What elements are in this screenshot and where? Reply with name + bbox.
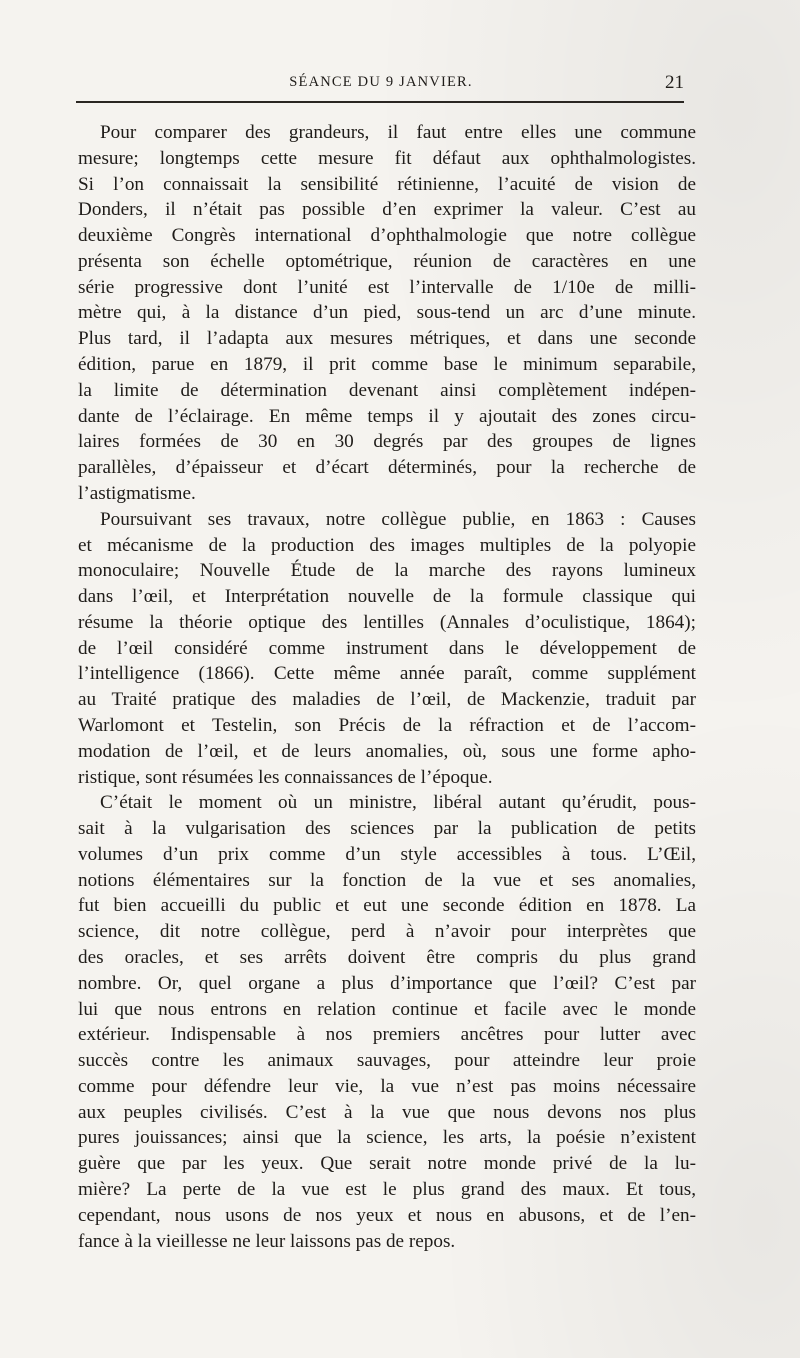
page-header [78,74,684,98]
text-line: de l’œil considéré comme instrument dans le développement de [78,637,696,659]
text-line: sait à la vulgarisation des sciences par la publication de petits [78,818,696,840]
text-line: pures jouissances; ainsi que la science, les arts, la poésie n’existent [78,1127,696,1149]
text-line: Poursuivant ses travaux, notre collègue publie, en 1863 : Causes [100,508,696,530]
running-title: SÉANCE DU 9 JANVIER. [289,74,473,90]
text-line: extérieur. Indispensable à nos premiers ancêtres pour lutter avec [78,1024,696,1046]
text-line: Plus tard, il l’adapta aux mesures métriques, et dans une seconde [78,328,696,350]
text-line: fut bien accueilli du public et eut une seconde édition en 1878. La [78,895,696,917]
text-line: volumes d’un prix comme d’un style accessibles à tous. L’Œil, [78,843,696,865]
text-line: Si l’on connaissait la sensibilité rétinienne, l’acuité de vision de [78,173,696,195]
text-line: mètre qui, à la distance d’un pied, sous-tend un arc d’une minute. [78,302,696,324]
text-line: Pour comparer des grandeurs, il faut entre elles une commune [100,122,696,143]
text-line: fance à la vieillesse ne leur laissons pas de repos. [78,1230,456,1252]
text-line: résume la théorie optique des lentilles (Annales d’oculistique, 1864); [78,611,696,633]
text-line: guère que par les yeux. Que serait notre monde privé de la lu- [78,1153,696,1175]
text-line: cependant, nous usons de nos yeux et nous en abusons, et de l’en- [78,1204,696,1226]
text-line: série progressive dont l’unité est l’intervalle de 1/10e de milli- [78,276,696,298]
text-line: C’était le moment où un ministre, libéral autant qu’érudit, pous- [100,792,696,814]
page-number: 21 [665,72,684,93]
text-line: dans l’œil, et Interprétation nouvelle de la formule classique qui [78,586,696,608]
text-line: science, dit notre collègue, perd à n’avoir pour interprètes que [78,921,696,943]
header-rule [76,101,684,103]
text-line: et mécanisme de la production des images multiples de la polyopie [78,534,696,556]
text-line: l’astigmatisme. [78,482,196,504]
text-line: modation de l’œil, et de leurs anomalies, où, sous une forme apho- [78,740,696,762]
body-text [78,120,696,1254]
text-line: mière? La perte de la vue est le plus grand des maux. Et tous, [78,1179,696,1201]
text-line: mesure; longtemps cette mesure fit défaut aux ophthalmologistes. [78,147,696,169]
text-line: aux peuples civilisés. C’est à la vue que nous devons nos plus [78,1101,696,1123]
text-line: des oracles, et ses arrêts doivent être compris du plus grand [78,947,696,968]
text-line: Donders, il n’était pas possible d’en exprimer la valeur. C’est au [78,199,696,221]
text-line: laires formées de 30 en 30 degrés par des groupes de lignes [78,431,696,453]
text-line: édition, parue en 1879, il prit comme base le minimum separabile, [78,354,696,376]
text-line: deuxième Congrès international d’ophthalmologie que notre collègue [78,225,696,247]
text-line: la limite de détermination devenant ainsi complètement indépen- [78,379,696,401]
text-line: Warlomont et Testelin, son Précis de la réfraction et de l’accom- [78,714,696,736]
text-line: lui que nous entrons en relation continue et facile avec le monde [78,998,696,1020]
text-line: au Traité pratique des maladies de l’œil, de Mackenzie, traduit par [78,689,696,711]
text-line: succès contre les animaux sauvages, pour atteindre leur proie [78,1050,696,1072]
text-line: l’intelligence (1866). Cette même année paraît, comme supplément [78,663,696,685]
text-line: dante de l’éclairage. En même temps il y ajoutait des zones circu- [78,405,696,427]
text-line: monoculaire; Nouvelle Étude de la marche des rayons lumineux [78,560,696,582]
text-line: nombre. Or, quel organe a plus d’importance que l’œil? C’est par [78,972,696,994]
text-line: parallèles, d’épaisseur et d’écart déterminés, pour la recherche de [78,457,696,479]
text-line: comme pour défendre leur vie, la vue n’est pas moins nécessaire [78,1075,696,1097]
text-line: notions élémentaires sur la fonction de la vue et ses anomalies, [78,869,696,891]
text-line: ristique, sont résumées les connaissances de l’époque. [78,766,493,788]
text-line: présenta son échelle optométrique, réunion de caractères en une [78,250,696,272]
